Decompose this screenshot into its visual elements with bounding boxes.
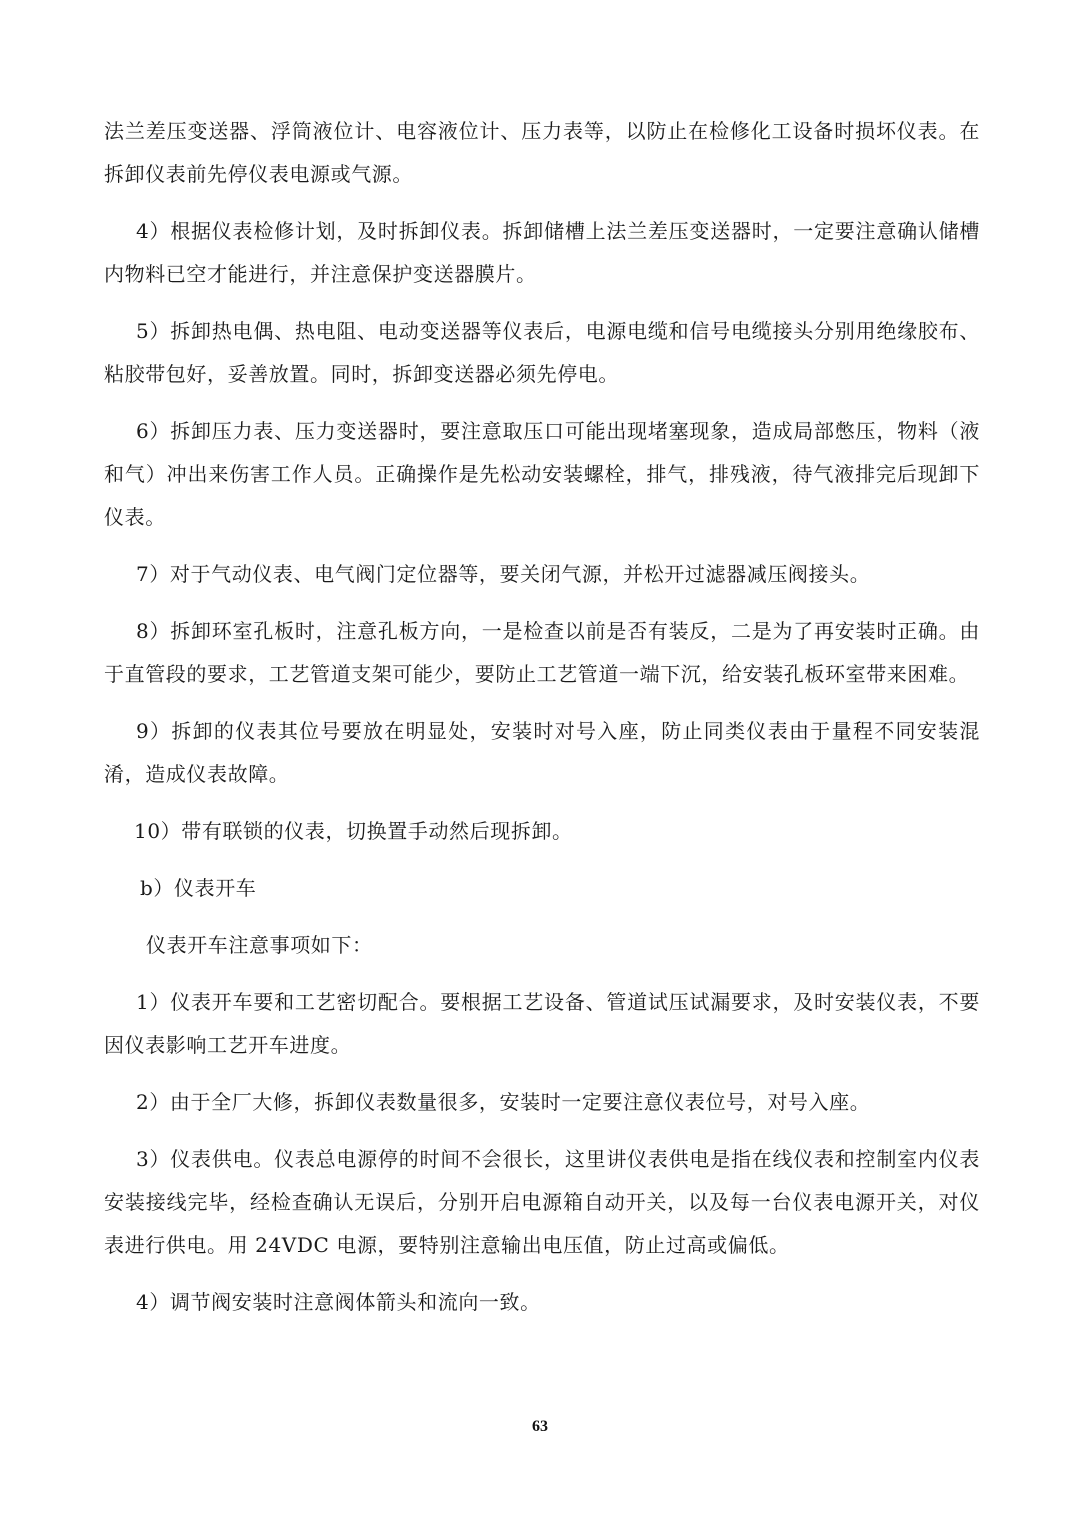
paragraph-startup-4: 4）调节阀安装时注意阀体箭头和流向一致。 bbox=[136, 1290, 541, 1314]
paragraph-item-7: 7）对于气动仪表、电气阀门定位器等，要关闭气源，并松开过滤器减压阀接头。 bbox=[136, 562, 871, 586]
paragraph-item-4: 4）根据仪表检修计划，及时拆卸仪表。拆卸储槽上法兰差压变送器时，一定要注意确认储槽内物料已空才能进行，并注意保护变送器膜片。 bbox=[104, 219, 980, 286]
paragraph-item-5: 5）拆卸热电偶、热电阻、电动变送器等仪表后，电源电缆和信号电缆接头分别用绝缘胶布、粘胶带包好，妥善放置。同时，拆卸变送器必须先停电。 bbox=[104, 319, 980, 386]
paragraph-continuation: 法兰差压变送器、浮筒液位计、电容液位计、压力表等，以防止在检修化工设备时损坏仪表。在拆卸仪表前先停仪表电源或气源。 bbox=[104, 119, 980, 186]
paragraph-item-9: 9）拆卸的仪表其位号要放在明显处，安装时对号入座，防止同类仪表由于量程不同安装混淆，造成仪表故障。 bbox=[104, 719, 980, 786]
section-intro: 仪表开车注意事项如下： bbox=[146, 933, 373, 957]
paragraph-startup-1: 1）仪表开车要和工艺密切配合。要根据工艺设备、管道试压试漏要求，及时安装仪表，不要因仪表影响工艺开车进度。 bbox=[104, 990, 980, 1057]
section-heading-b: b）仪表开车 bbox=[140, 876, 257, 900]
page-number: 63 bbox=[532, 1418, 548, 1435]
paragraph-item-8: 8）拆卸环室孔板时，注意孔板方向，一是检查以前是否有装反，二是为了再安装时正确。由于直管段的要求，工艺管道支架可能少，要防止工艺管道一端下沉，给安装孔板环室带来困难。 bbox=[104, 619, 980, 686]
paragraph-item-10: 10）带有联锁的仪表，切换置手动然后现拆卸。 bbox=[134, 819, 573, 843]
paragraph-startup-2: 2）由于全厂大修，拆卸仪表数量很多，安装时一定要注意仪表位号，对号入座。 bbox=[136, 1090, 871, 1114]
paragraph-startup-3: 3）仪表供电。仪表总电源停的时间不会很长，这里讲仪表供电是指在线仪表和控制室内仪表安装接线完毕，经检查确认无误后，分别开启电源箱自动开关，以及每一台仪表电源开关，对仪表进行供电。用 24VDC 电源，要特别注意输出电压值，防止过高或偏低。 bbox=[104, 1147, 980, 1257]
paragraph-item-6: 6）拆卸压力表、压力变送器时，要注意取压口可能出现堵塞现象，造成局部憋压，物料（液和气）冲出来伤害工作人员。正确操作是先松动安装螺栓，排气，排残液，待气液排完后现卸下仪表。 bbox=[104, 419, 980, 529]
document-body bbox=[104, 110, 980, 1324]
